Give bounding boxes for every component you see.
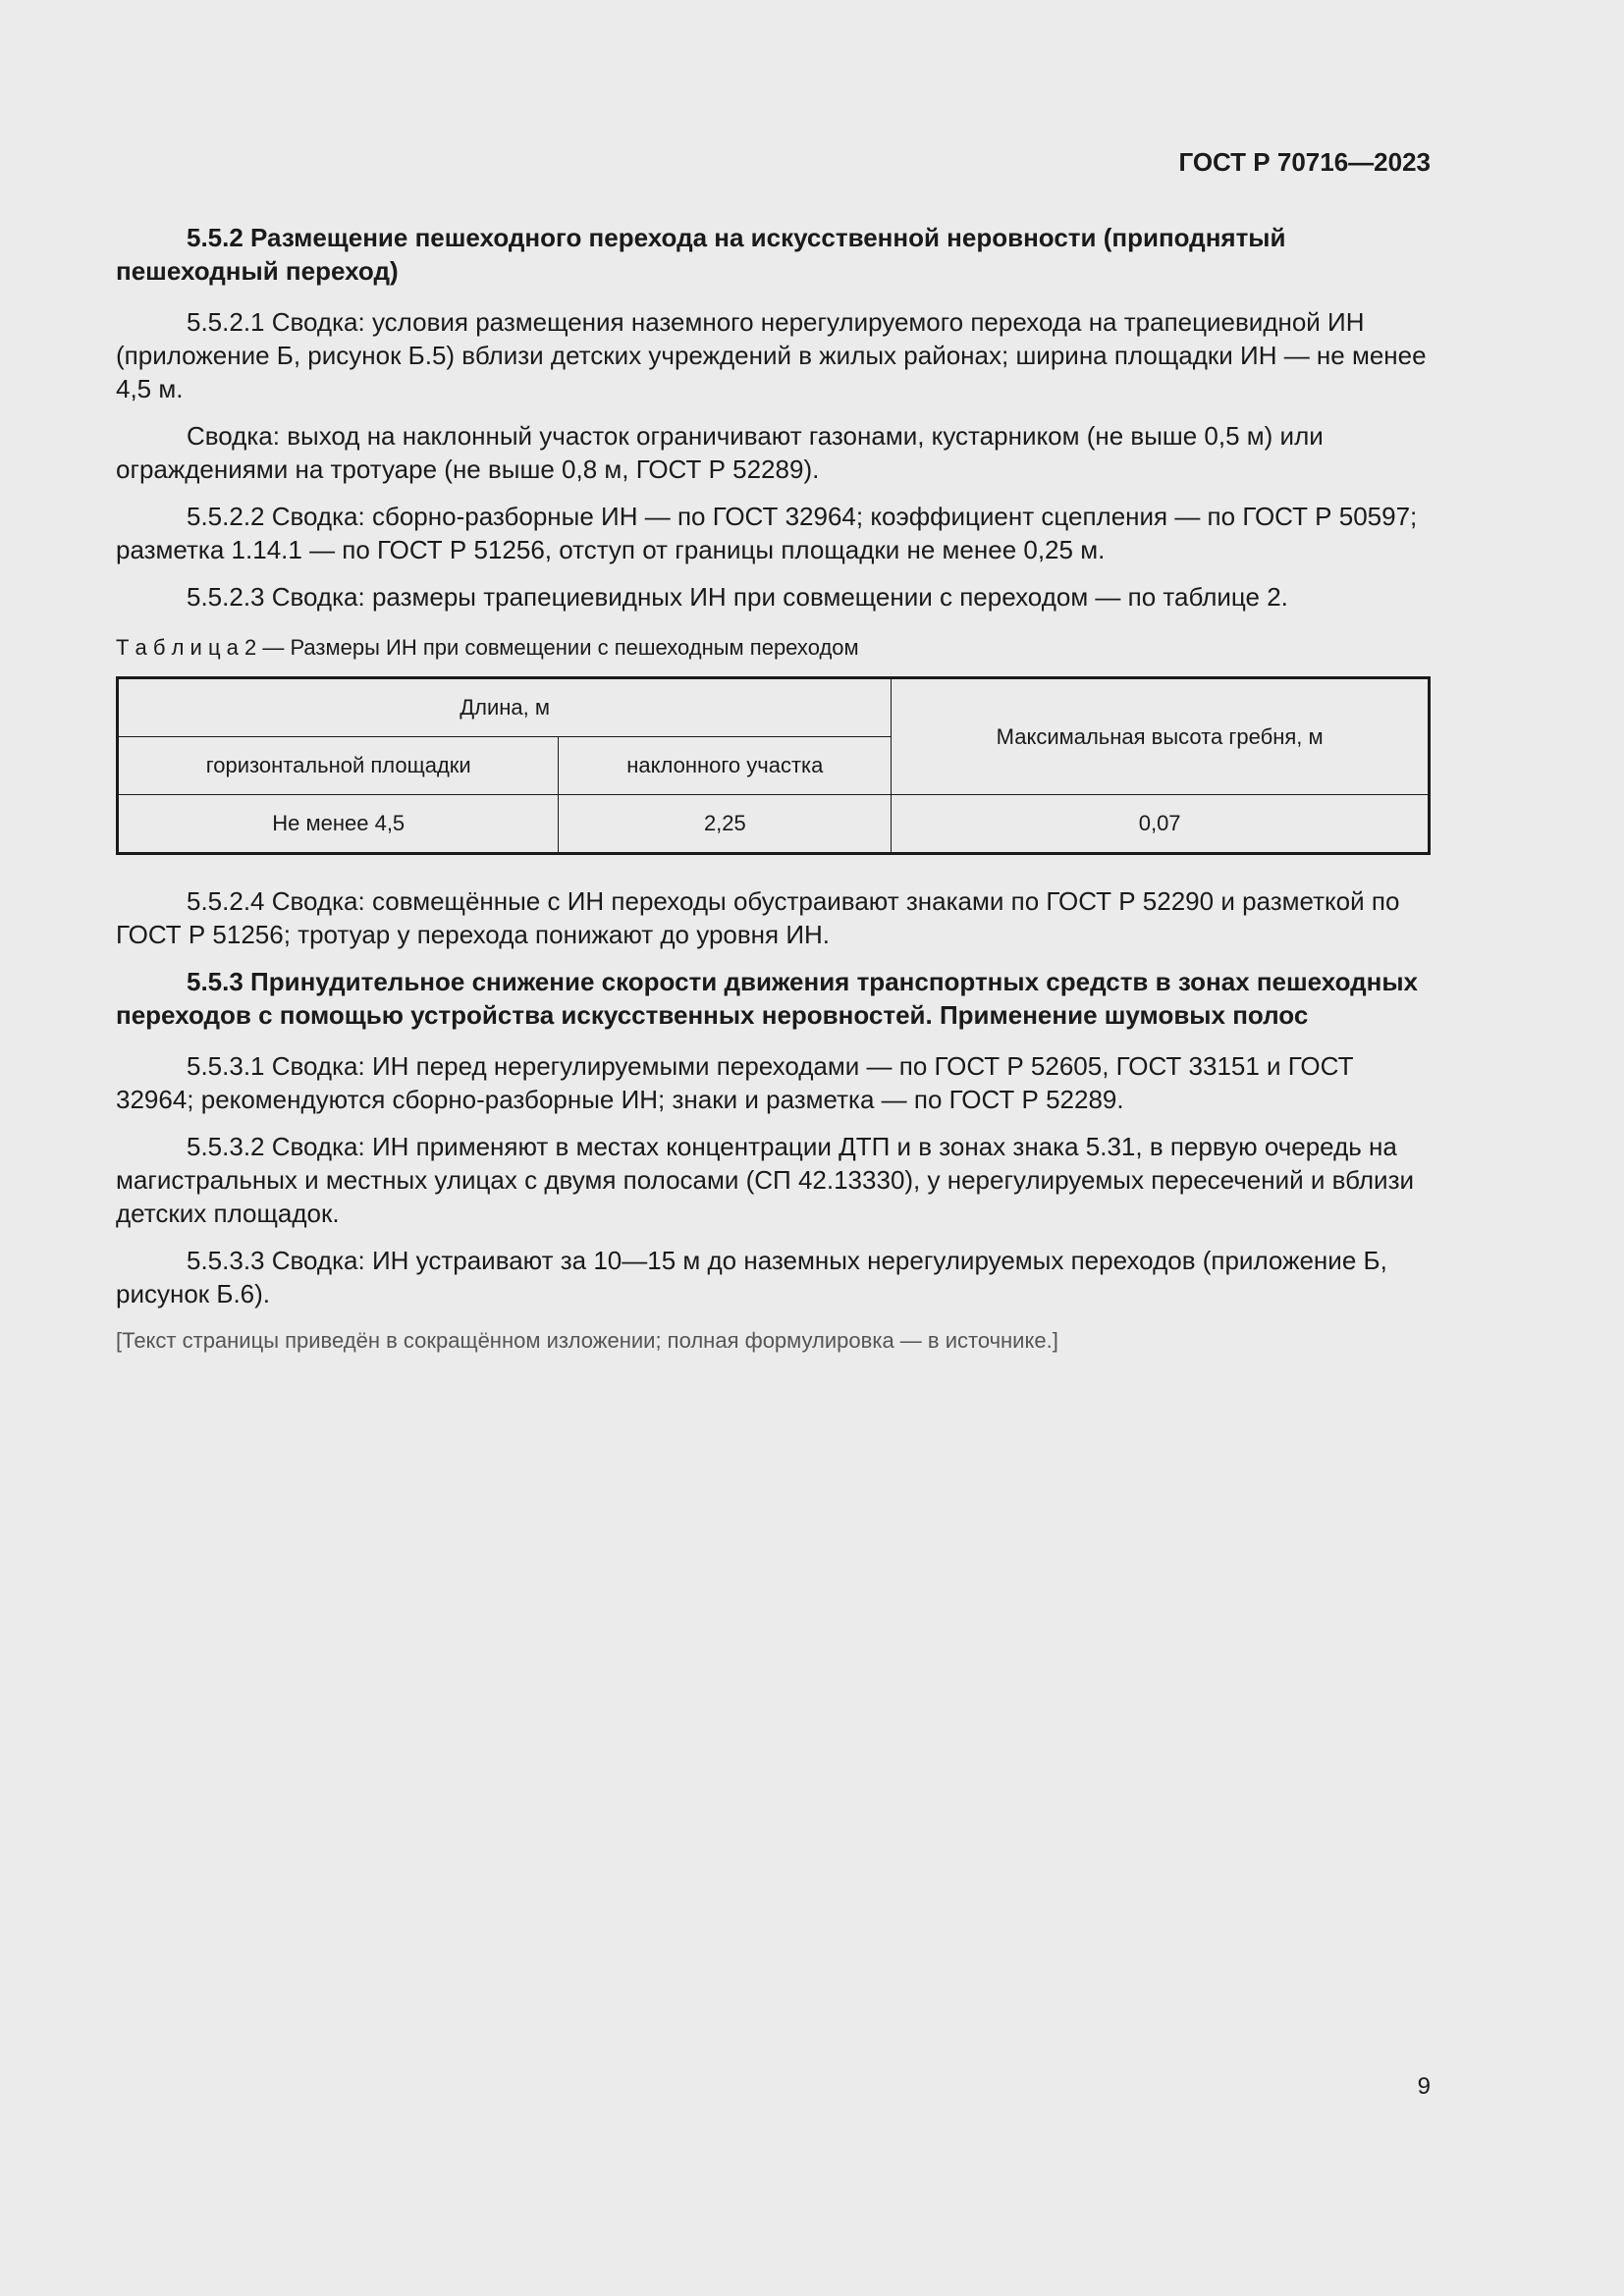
table-row: [118, 795, 1430, 854]
page-number: 9: [1417, 2073, 1431, 2100]
paragraph: 5.5.3.2 Сводка: ИН применяют в местах концентрации ДТП и в зонах знака 5.31, в первую очередь на магистральных и местных улицах с двумя полосами (СП 42.13330), у нерегулируемых пересечений и вблизи детских площадок.: [116, 1132, 1415, 1228]
paragraph: 5.5.2.2 Сводка: сборно-разборные ИН — по ГОСТ 32964; коэффициент сцепления — по ГОСТ Р 50597; разметка 1.14.1 — по ГОСТ Р 51256, отступ от границы площадки не менее 0,25 м.: [116, 502, 1418, 564]
table-header-cell: горизонтальной площадки: [118, 737, 559, 795]
paragraph: Сводка: выход на наклонный участок ограничивают газонами, кустарником (не выше 0,5 м) или ограждениями на тротуаре (не выше 0,8 м, ГОСТ Р 52289).: [116, 421, 1324, 484]
page-body: [116, 221, 1431, 1379]
table-cell: 2,25: [559, 795, 892, 854]
table-group-header: Длина, м: [118, 678, 892, 737]
table-cell: 0,07: [892, 795, 1430, 854]
paragraph: 5.5.3.1 Сводка: ИН перед нерегулируемыми переходами — по ГОСТ Р 52605, ГОСТ 33151 и ГОСТ 32964; рекомендуются сборно-разборные ИН; знаки и разметка — по ГОСТ Р 52289.: [116, 1051, 1354, 1114]
paragraph: 5.5.2.3 Сводка: размеры трапециевидных ИН при совмещении с переходом — по таблице 2.: [187, 582, 1288, 612]
document-id: ГОСТ Р 70716—2023: [1178, 147, 1431, 177]
table-header-cell: Максимальная высота гребня, м: [892, 678, 1430, 795]
table-cell: Не менее 4,5: [118, 795, 559, 854]
paragraph: 5.5.3.3 Сводка: ИН устраивают за 10—15 м до наземных нерегулируемых переходов (приложение Б, рисунок Б.6).: [116, 1246, 1387, 1308]
paragraph: 5.5.2.4 Сводка: совмещённые с ИН переходы обустраивают знаками по ГОСТ Р 52290 и разметкой по ГОСТ Р 51256; тротуар у перехода понижают до уровня ИН.: [116, 886, 1400, 949]
table-caption: Т а б л и ц а 2 — Размеры ИН при совмещении с пешеходным переходом: [116, 635, 859, 660]
paragraph: 5.5.2.1 Сводка: условия размещения наземного нерегулируемого перехода на трапециевидной ИН (приложение Б, рисунок Б.5) вблизи детских учреждений в жилых районах; ширина площадки ИН — не менее 4,5 м.: [116, 307, 1427, 403]
summary-note: [Текст страницы приведён в сокращённом изложении; полная формулировка — в источнике.]: [116, 1328, 1058, 1353]
dimensions-table: [116, 676, 1431, 855]
section-heading-5-5-2: 5.5.2 Размещение пешеходного перехода на искусственной неровности (приподнятый пешеходный переход): [116, 223, 1286, 286]
section-heading-5-5-3: 5.5.3 Принудительное снижение скорости движения транспортных средств в зонах пешеходных переходов с помощью устройства искусственных неровностей. Применение шумовых полос: [116, 967, 1419, 1030]
table-header-cell: наклонного участка: [559, 737, 892, 795]
